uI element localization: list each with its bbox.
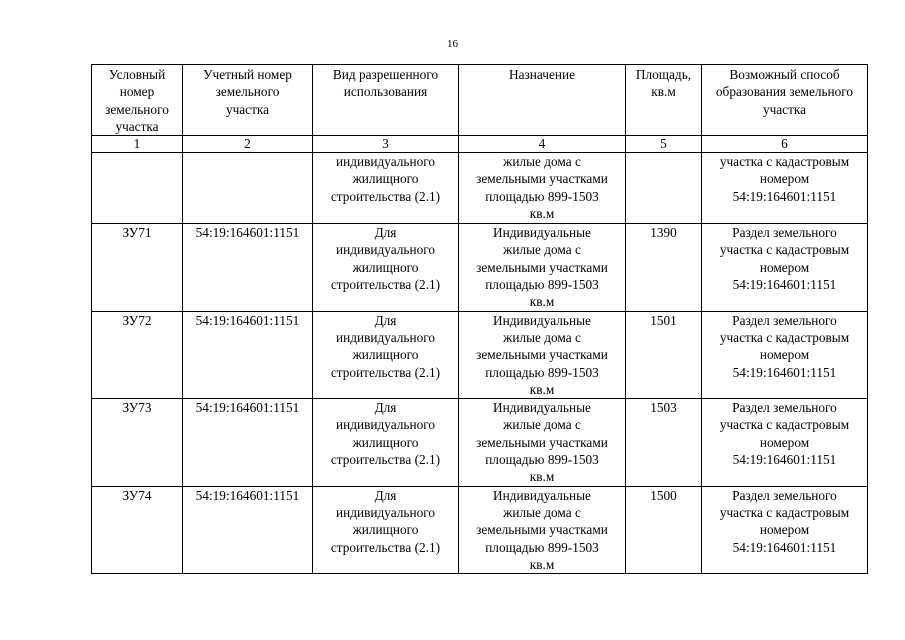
cell-method: участка с кадастровым номером 54:19:164601:1151 [702,153,868,224]
cell-purpose: Индивидуальные жилые дома с земельными участками площадью 899-1503 кв.м [459,311,626,398]
cell-id: ЗУ73 [92,399,183,486]
cell-id [92,153,183,224]
cell-id: ЗУ71 [92,224,183,311]
cell-method: Раздел земельного участка с кадастровым номером 54:19:164601:1151 [702,486,868,573]
cell-id: ЗУ74 [92,486,183,573]
header-purpose: Назначение [459,65,626,136]
table-row [92,486,868,573]
cell-method: Раздел земельного участка с кадастровым номером 54:19:164601:1151 [702,399,868,486]
continuation-row [92,153,868,224]
column-number: 1 [92,136,183,153]
header-area: Площадь, кв.м [626,65,702,136]
cell-cadastral [183,153,313,224]
cell-cadastral: 54:19:164601:1151 [183,311,313,398]
cell-area: 1390 [626,224,702,311]
header-cadastral-number: Учетный номер земельного участка [183,65,313,136]
table-row [92,311,868,398]
land-plots-table [91,64,868,574]
cell-cadastral: 54:19:164601:1151 [183,224,313,311]
column-number: 2 [183,136,313,153]
cell-purpose: Индивидуальные жилые дома с земельными участками площадью 899-1503 кв.м [459,486,626,573]
column-number: 4 [459,136,626,153]
cell-area: 1501 [626,311,702,398]
cell-usage: Для индивидуального жилищного строительства (2.1) [313,486,459,573]
header-conditional-number: Условный номер земельного участка [92,65,183,136]
cell-usage: индивидуального жилищного строительства (2.1) [313,153,459,224]
cell-purpose: Индивидуальные жилые дома с земельными участками площадью 899-1503 кв.м [459,224,626,311]
cell-id: ЗУ72 [92,311,183,398]
cell-usage: Для индивидуального жилищного строительства (2.1) [313,224,459,311]
header-formation-method: Возможный способ образования земельного участка [702,65,868,136]
cell-method: Раздел земельного участка с кадастровым номером 54:19:164601:1151 [702,311,868,398]
header-row [92,65,868,136]
cell-area: 1503 [626,399,702,486]
cell-method: Раздел земельного участка с кадастровым номером 54:19:164601:1151 [702,224,868,311]
table-row [92,399,868,486]
cell-usage: Для индивидуального жилищного строительства (2.1) [313,311,459,398]
column-number: 6 [702,136,868,153]
cell-purpose: Индивидуальные жилые дома с земельными участками площадью 899-1503 кв.м [459,399,626,486]
column-number-row [92,136,868,153]
page-number: 16 [447,38,458,50]
cell-usage: Для индивидуального жилищного строительства (2.1) [313,399,459,486]
cell-cadastral: 54:19:164601:1151 [183,486,313,573]
cell-area [626,153,702,224]
header-permitted-use: Вид разрешенного использования [313,65,459,136]
cell-area: 1500 [626,486,702,573]
column-number: 5 [626,136,702,153]
table-row [92,224,868,311]
column-number: 3 [313,136,459,153]
cell-cadastral: 54:19:164601:1151 [183,399,313,486]
cell-purpose: жилые дома с земельными участками площадью 899-1503 кв.м [459,153,626,224]
